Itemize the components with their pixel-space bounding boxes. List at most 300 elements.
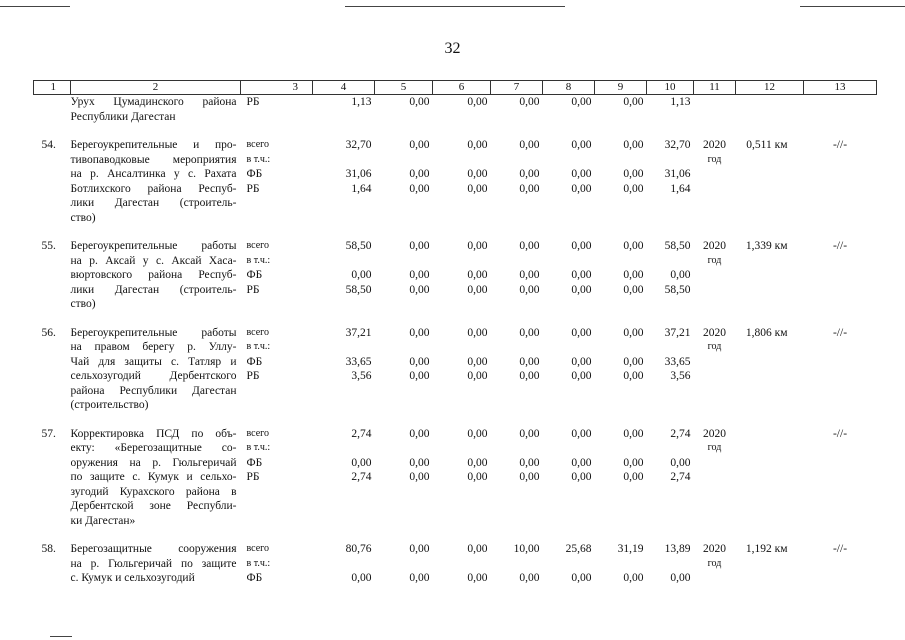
amount-value: 58,50 [345, 283, 372, 296]
year-cell [694, 427, 736, 529]
amount-value: 0,00 [467, 240, 488, 252]
bottom-rule [50, 636, 72, 637]
amount-value: 1,64 [670, 182, 691, 195]
row-spacer-cell [34, 225, 877, 239]
amount-value: 0,00 [467, 370, 488, 382]
amount-value: 0,00 [467, 168, 488, 180]
funding-source: РБ [246, 370, 260, 382]
table-row [34, 239, 877, 312]
description-line: Берегозащитные сооружения [70, 543, 237, 555]
capacity-value: 0,511 км [746, 139, 788, 151]
amount-value: 13,89 [664, 543, 691, 555]
amount-value [375, 153, 430, 168]
amount-value: 80,76 [345, 543, 372, 555]
amount-value: 0,00 [467, 139, 488, 151]
col-header: 5 [375, 81, 433, 95]
amount-value: 0,00 [351, 456, 372, 469]
amount-value [491, 340, 540, 355]
amount-value: 3,56 [351, 370, 372, 382]
description-line: по защите с. Кумук и сельхо- [70, 471, 237, 483]
amount-value: 0,00 [467, 96, 488, 108]
amount-value [313, 340, 372, 355]
amount-value: 0,00 [467, 456, 488, 469]
row-number: 55. [41, 240, 56, 252]
description-line: (строительство) [70, 399, 149, 411]
description-line: лики Дагестан (строитель- [70, 283, 237, 296]
amount-value: 0,00 [409, 427, 430, 440]
value-cell [595, 239, 647, 312]
amount-value: 0,00 [467, 355, 488, 368]
amount-value: 0,00 [409, 326, 430, 339]
description-line: Чай для защиты с. Татляр и [70, 355, 237, 368]
amount-value: 0,00 [467, 182, 488, 195]
value-cell [491, 326, 543, 413]
funding-source: ФБ [246, 572, 263, 584]
funding-source: всего [246, 427, 270, 439]
amount-value [595, 557, 644, 572]
col-header: 11 [694, 81, 736, 95]
row-spacer [34, 124, 877, 138]
amount-value [433, 340, 488, 355]
row-spacer [34, 528, 877, 542]
funding-source: в т.ч.: [246, 341, 271, 352]
amount-value: 0,00 [467, 471, 488, 483]
amount-value: 0,00 [670, 572, 691, 584]
amount-value: 0,00 [351, 572, 372, 584]
description-line: Корректировка ПСД по объ- [70, 427, 237, 440]
note-value: -//- [832, 240, 848, 252]
amount-value [491, 153, 540, 168]
year-cell [694, 239, 736, 312]
row-number-cell [34, 326, 71, 413]
completion-year: 2020 [703, 240, 726, 252]
amount-value: 37,21 [345, 326, 372, 339]
amount-value [543, 441, 592, 456]
row-number: 54. [41, 139, 56, 151]
amount-value: 0,00 [623, 427, 644, 440]
value-cell [433, 326, 491, 413]
row-number: 57. [41, 427, 56, 440]
funding-source-cell [241, 138, 313, 225]
amount-value: 0,00 [670, 456, 691, 469]
amount-value: 0,00 [519, 182, 540, 195]
amount-value: 37,21 [664, 326, 691, 339]
description-line: Берегоукрепительные и про- [70, 139, 237, 151]
description-line: ки Дагестан» [70, 514, 136, 527]
amount-value [543, 254, 592, 269]
completion-year: год [707, 341, 722, 352]
amount-value: 58,50 [345, 240, 372, 252]
description-cell [71, 427, 241, 529]
funding-source: в т.ч.: [246, 254, 271, 266]
year-cell [694, 138, 736, 225]
note-value: -//- [832, 139, 848, 151]
capacity-value: 1,192 км [745, 543, 788, 555]
capacity-cell [736, 542, 804, 586]
amount-value: 0,00 [571, 269, 592, 281]
table-row [34, 427, 877, 529]
description-cell [71, 95, 241, 125]
col-header: 12 [736, 81, 804, 95]
amount-value: 0,00 [409, 370, 430, 382]
value-cell [433, 95, 491, 125]
note-value: -//- [832, 543, 848, 555]
amount-value [647, 441, 691, 456]
amount-value: 0,00 [519, 355, 540, 368]
funding-source-cell [241, 542, 313, 586]
description-line: тивопаводковые мероприятия [70, 153, 237, 166]
value-cell [543, 542, 595, 586]
amount-value: 0,00 [519, 269, 540, 281]
amount-value [313, 557, 372, 572]
amount-value: 0,00 [571, 96, 592, 108]
value-cell [595, 138, 647, 225]
funding-source: ФБ [246, 456, 263, 469]
amount-value: 0,00 [409, 355, 430, 368]
row-number: 56. [41, 326, 56, 339]
amount-value: 0,00 [571, 370, 592, 382]
funding-source: в т.ч.: [246, 442, 271, 453]
row-spacer-cell [34, 124, 877, 138]
funding-source-cell [241, 95, 313, 125]
value-cell [543, 326, 595, 413]
capacity-cell [736, 95, 804, 125]
description-line: Урух Цумадинского района [70, 96, 237, 108]
table-row [34, 95, 877, 125]
description-line: с. Кумук и сельхозугодий [70, 572, 195, 584]
amount-value: 0,00 [409, 168, 430, 180]
amount-value: 0,00 [519, 283, 540, 296]
description-line: ство) [70, 298, 96, 310]
amount-value: 0,00 [351, 269, 372, 281]
amount-value: 0,00 [623, 471, 644, 483]
value-cell [313, 95, 375, 125]
amount-value: 1,64 [351, 182, 372, 195]
amount-value: 0,00 [409, 269, 430, 281]
row-spacer-cell [34, 312, 877, 326]
note-cell [804, 95, 877, 125]
amount-value [595, 153, 644, 168]
value-cell [543, 427, 595, 529]
funding-source: РБ [246, 283, 260, 296]
amount-value: 0,00 [623, 240, 644, 252]
amount-value: 0,00 [571, 326, 592, 339]
note-value [804, 95, 877, 110]
col-header: 13 [804, 81, 877, 95]
amount-value [375, 340, 430, 355]
amount-value: 0,00 [519, 96, 540, 108]
col-header: 3 [241, 81, 313, 95]
amount-value: 0,00 [519, 139, 540, 151]
amount-value: 0,00 [519, 572, 540, 584]
amount-value [433, 441, 488, 456]
amount-value [313, 153, 372, 168]
value-cell [375, 542, 433, 586]
value-cell [375, 95, 433, 125]
amount-value [647, 557, 691, 572]
value-cell [647, 138, 694, 225]
amount-value [595, 340, 644, 355]
description-line: ство) [70, 211, 96, 224]
funding-source: ФБ [246, 355, 263, 368]
amount-value [433, 557, 488, 572]
value-cell [491, 95, 543, 125]
value-cell [491, 427, 543, 529]
row-number-cell [34, 427, 71, 529]
note-cell [804, 138, 877, 225]
note-value: -//- [832, 326, 848, 339]
amount-value [543, 153, 592, 168]
amount-value: 0,00 [519, 427, 540, 440]
row-number-cell [34, 95, 71, 125]
amount-value [491, 441, 540, 456]
amount-value: 0,00 [409, 471, 430, 483]
funding-source: всего [246, 139, 270, 150]
note-value: -//- [832, 427, 848, 440]
amount-value: 0,00 [409, 182, 430, 195]
amount-value: 2,74 [670, 427, 691, 440]
amount-value: 0,00 [623, 182, 644, 195]
amount-value: 0,00 [519, 456, 540, 469]
value-cell [313, 542, 375, 586]
description-cell [71, 138, 241, 225]
row-spacer [34, 225, 877, 239]
amount-value: 0,00 [623, 572, 644, 584]
col-header: 10 [647, 81, 694, 95]
top-rule-right [800, 6, 905, 7]
amount-value: 31,06 [664, 168, 691, 180]
row-number-cell [34, 542, 71, 586]
program-table [33, 80, 877, 586]
funding-source: ФБ [246, 168, 263, 180]
amount-value: 31,19 [617, 543, 644, 555]
amount-value: 10,00 [513, 543, 540, 555]
amount-value: 0,00 [409, 96, 430, 108]
description-line: Ботлихского района Респуб- [70, 182, 237, 195]
amount-value: 0,00 [519, 471, 540, 483]
value-cell [647, 326, 694, 413]
amount-value: 0,00 [409, 283, 430, 296]
amount-value [647, 153, 691, 168]
row-number: 58. [41, 543, 56, 555]
value-cell [433, 138, 491, 225]
row-spacer [34, 413, 877, 427]
value-cell [375, 326, 433, 413]
capacity-cell [736, 239, 804, 312]
amount-value [647, 340, 691, 355]
amount-value: 0,00 [571, 427, 592, 440]
amount-value: 0,00 [623, 326, 644, 339]
funding-source-cell [241, 427, 313, 529]
amount-value: 0,00 [623, 139, 644, 151]
value-cell [543, 138, 595, 225]
amount-value [375, 441, 430, 456]
capacity-cell [736, 138, 804, 225]
amount-value [543, 340, 592, 355]
note-cell [804, 239, 877, 312]
amount-value: 0,00 [571, 283, 592, 296]
amount-value: 0,00 [571, 456, 592, 469]
col-header: 1 [34, 81, 71, 95]
value-cell [595, 427, 647, 529]
capacity-cell [736, 326, 804, 413]
amount-value: 0,00 [409, 456, 430, 469]
value-cell [433, 542, 491, 586]
value-cell [647, 542, 694, 586]
funding-source-cell [241, 239, 313, 312]
amount-value: 0,00 [623, 96, 644, 108]
description-line: лики Дагестан (строитель- [70, 197, 237, 209]
description-line: Берегоукрепительные работы [70, 240, 237, 252]
row-number [42, 95, 71, 110]
description-cell [71, 326, 241, 413]
completion-year: год [707, 254, 722, 266]
row-number-cell [34, 138, 71, 225]
amount-value: 0,00 [467, 572, 488, 584]
capacity-cell [736, 427, 804, 529]
amount-value: 0,00 [623, 269, 644, 281]
amount-value: 0,00 [571, 240, 592, 252]
completion-year: 2020 [703, 427, 726, 440]
description-cell [71, 542, 241, 586]
year-cell [694, 542, 736, 586]
row-spacer-cell [34, 528, 877, 542]
description-line: оружения на р. Гюльгеричай [70, 456, 237, 469]
col-header: 6 [433, 81, 491, 95]
funding-source-cell [241, 326, 313, 413]
amount-value: 0,00 [409, 572, 430, 584]
amount-value: 0,00 [571, 471, 592, 483]
amount-value: 2,74 [670, 471, 691, 483]
table-row [34, 138, 877, 225]
capacity-value [736, 427, 788, 442]
amount-value: 0,00 [409, 240, 430, 252]
year-cell [694, 95, 736, 125]
note-cell [804, 427, 877, 529]
description-line: на правом берегу р. Уллу- [70, 341, 237, 353]
table-row [34, 326, 877, 413]
capacity-value: 1,339 км [745, 240, 788, 252]
value-cell [313, 427, 375, 529]
amount-value: 0,00 [670, 269, 691, 281]
value-cell [595, 326, 647, 413]
amount-value: 58,50 [664, 283, 691, 296]
value-cell [595, 542, 647, 586]
amount-value: 0,00 [571, 572, 592, 584]
amount-value [595, 441, 644, 456]
description-line: Дербентской зоне Республи- [70, 500, 237, 512]
value-cell [375, 427, 433, 529]
value-cell [313, 138, 375, 225]
col-header: 4 [313, 81, 375, 95]
amount-value: 0,00 [623, 370, 644, 382]
amount-value: 31,06 [345, 168, 372, 180]
funding-source: РБ [246, 471, 260, 483]
amount-value: 0,00 [409, 543, 430, 555]
value-cell [491, 542, 543, 586]
completion-year: 2020 [703, 326, 726, 339]
amount-value [375, 254, 430, 269]
amount-value: 0,00 [519, 168, 540, 180]
amount-value: 0,00 [623, 168, 644, 180]
description-line: района Республики Дагестан [70, 384, 237, 397]
amount-value: 2,74 [351, 471, 372, 483]
value-cell [647, 427, 694, 529]
row-spacer [34, 312, 877, 326]
description-line: на р. Гюльгеричай по защите [70, 557, 237, 570]
amount-value: 0,00 [467, 427, 488, 440]
amount-value [433, 254, 488, 269]
description-line: на р. Аксай у с. Аксай Хаса- [70, 254, 237, 267]
value-cell [375, 239, 433, 312]
amount-value: 0,00 [467, 326, 488, 339]
amount-value: 58,50 [664, 240, 691, 252]
amount-value [491, 254, 540, 269]
amount-value [491, 557, 540, 572]
amount-value: 1,13 [670, 96, 691, 108]
amount-value [375, 557, 430, 572]
value-cell [595, 95, 647, 125]
value-cell [313, 326, 375, 413]
value-cell [647, 95, 694, 125]
amount-value: 0,00 [467, 283, 488, 296]
value-cell [491, 239, 543, 312]
amount-value: 32,70 [345, 139, 372, 151]
row-spacer-cell [34, 413, 877, 427]
page-number: 32 [444, 40, 461, 57]
description-line: Республики Дагестан [70, 110, 176, 123]
col-header: 2 [71, 81, 241, 95]
completion-year: год [707, 153, 722, 165]
description-line: Берегоукрепительные работы [70, 326, 237, 339]
table-row [34, 542, 877, 586]
value-cell [543, 95, 595, 125]
col-header: 9 [595, 81, 647, 95]
description-line: зугодий Курахского района в [70, 485, 237, 498]
completion-year: 2020 [703, 139, 726, 151]
amount-value [595, 254, 644, 269]
completion-year: год [707, 557, 722, 569]
amount-value: 0,00 [519, 326, 540, 339]
top-rule-center [345, 6, 565, 7]
amount-value: 32,70 [664, 139, 691, 151]
value-cell [433, 239, 491, 312]
funding-source: ФБ [246, 269, 263, 281]
note-cell [804, 542, 877, 586]
amount-value: 33,65 [345, 355, 372, 368]
amount-value: 0,00 [623, 355, 644, 368]
funding-source: в т.ч.: [246, 557, 271, 569]
capacity-value [736, 95, 788, 110]
value-cell [543, 239, 595, 312]
amount-value [647, 254, 691, 269]
completion-year: год [707, 442, 722, 453]
amount-value [543, 557, 592, 572]
value-cell [313, 239, 375, 312]
description-line: на р. Ансалтинка у с. Рахата [70, 168, 237, 180]
amount-value: 0,00 [571, 355, 592, 368]
amount-value: 0,00 [623, 456, 644, 469]
amount-value: 0,00 [409, 139, 430, 151]
amount-value: 0,00 [571, 139, 592, 151]
description-line: вюртовского района Респуб- [70, 269, 237, 281]
amount-value: 2,74 [351, 427, 372, 440]
completion-year: 2020 [703, 543, 726, 555]
value-cell [375, 138, 433, 225]
amount-value: 33,65 [664, 355, 691, 368]
note-cell [804, 326, 877, 413]
description-line: екту: «Берегозащитные со- [70, 442, 237, 454]
